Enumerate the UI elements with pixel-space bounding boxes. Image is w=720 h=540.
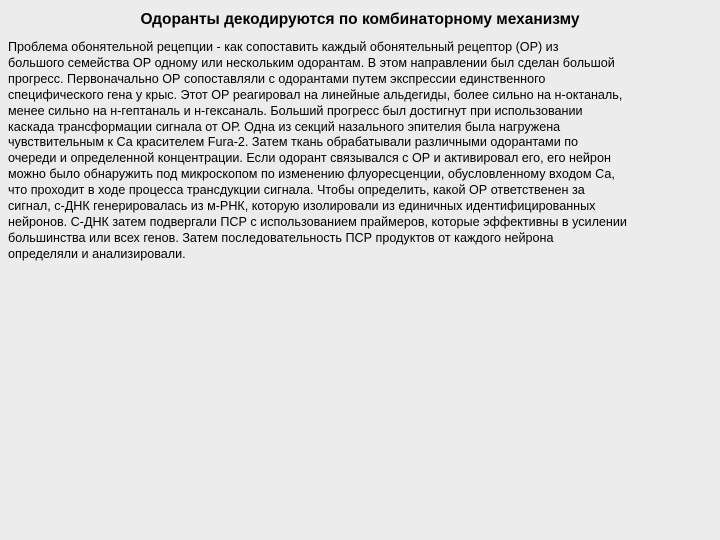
paragraph-line: большинства или всех генов. Затем последовательность ПСР продуктов от каждого нейрона <box>8 230 554 245</box>
body-paragraph <box>8 40 716 263</box>
paragraph-line: менее сильно на н-гептаналь и н-гексаналь. Больший прогресс был достигнут при использовании <box>8 103 583 118</box>
paragraph-line: прогресс. Первоначально ОР сопоставляли с одорантами путем экспрессии единственного <box>8 71 546 86</box>
paragraph-line: очереди и определенной концентрации. Если одорант связывался с ОР и активировал его, его нейрон <box>8 151 611 166</box>
paragraph-line: Проблема обонятельной рецепции - как сопоставить каждый обонятельный рецептор (ОР) из <box>8 40 559 54</box>
paragraph-line: большого семейства ОР одному или нескольким одорантам. В этом направлении был сделан большой <box>8 55 615 70</box>
paragraph-line: нейронов. С-ДНК затем подвергали ПСР с использованием праймеров, которые эффективны в усилении <box>8 214 627 229</box>
paragraph-line: чувствительным к Са красителем Fura-2. Затем ткань обрабатывали различными одорантами по <box>8 135 579 150</box>
paragraph-line: специфического гена у крыс. Этот ОР реагировал на линейные альдегиды, более сильно на н-октаналь, <box>8 87 623 102</box>
paragraph-line: определяли и анализировали. <box>8 246 186 261</box>
slide-title: Одоранты декодируются по комбинаторному механизму <box>140 11 580 28</box>
paragraph-line: каскада трансформации сигнала от ОР. Одна из секций назального эпителия была нагружена <box>8 119 561 134</box>
paragraph-line: что проходит в ходе процесса трансдукции сигнала. Чтобы определить, какой ОР ответственен за <box>8 183 585 198</box>
paragraph-line: можно было обнаружить под микроскопом по изменению флуоресценции, обусловленному входом Са, <box>8 167 615 182</box>
paragraph-line: сигнал, с-ДНК генерировалась из м-РНК, которую изолировали из единичных идентифицированных <box>8 199 596 214</box>
